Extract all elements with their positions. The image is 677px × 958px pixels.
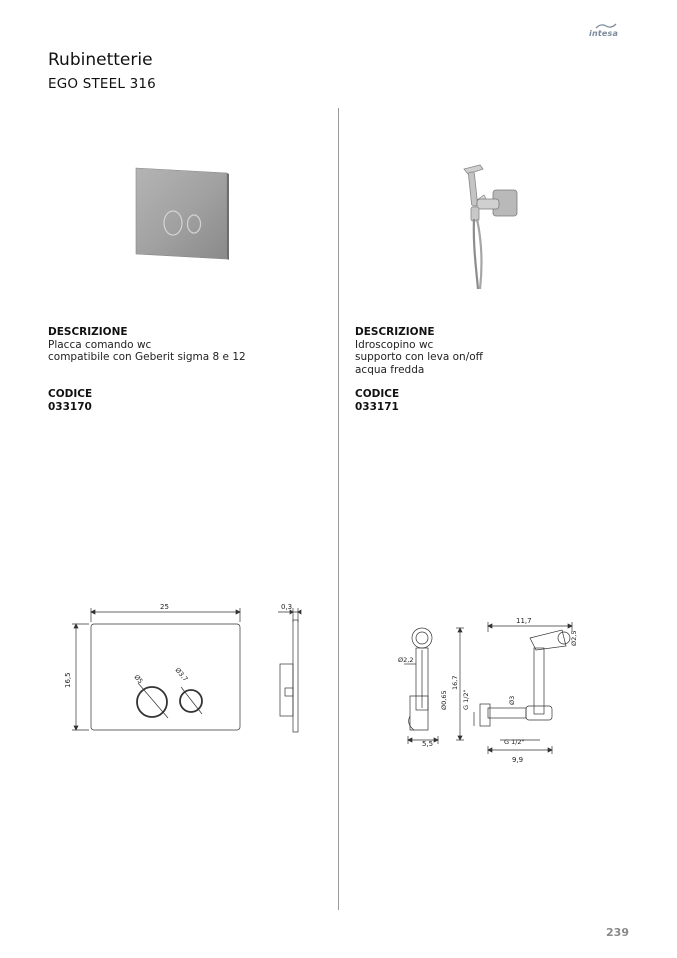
logo-text: intesa bbox=[589, 29, 619, 38]
product-2-code-label: CODICE bbox=[355, 388, 400, 400]
dim-height: 16,5 bbox=[64, 672, 72, 688]
product-2-code: 033171 bbox=[355, 401, 399, 413]
product-1-description-label: DESCRIZIONE bbox=[48, 326, 128, 338]
page-number: 239 bbox=[606, 926, 629, 939]
product-2-description-line-1: Idroscopino wc bbox=[355, 339, 434, 351]
dim-small-button: Ø3,7 bbox=[173, 666, 190, 684]
dim-base-width: 5,5 bbox=[422, 740, 434, 748]
flush-plate-image bbox=[130, 160, 235, 265]
product-1-description-line-2: compatibile con Geberit sigma 8 e 12 bbox=[48, 351, 246, 363]
dim-length: 16,7 bbox=[451, 675, 459, 690]
dim-pipe-diameter: Ø3 bbox=[508, 695, 516, 705]
product-2-description-line-3: acqua fredda bbox=[355, 364, 425, 376]
dim-depth: 0,3 bbox=[281, 603, 293, 611]
page-category-title: Rubinetterie bbox=[48, 50, 153, 70]
dim-head-diameter: Ø2,2 bbox=[398, 656, 414, 664]
product-2-description-label: DESCRIZIONE bbox=[355, 326, 435, 338]
flush-plate-technical-drawing bbox=[60, 600, 320, 750]
product-1-code-label: CODICE bbox=[48, 388, 93, 400]
dim-support-width: 11,7 bbox=[516, 617, 532, 625]
brand-logo bbox=[589, 22, 629, 38]
dim-big-button: Ø5 bbox=[132, 673, 145, 686]
bidet-shower-technical-drawing bbox=[380, 610, 590, 770]
dim-nozzle-diameter: Ø2,5 bbox=[570, 630, 578, 646]
dim-thread-vertical: G 1/2" bbox=[462, 689, 470, 710]
column-divider bbox=[338, 108, 339, 910]
dim-thread-horizontal: G 1/2" bbox=[504, 738, 525, 746]
product-1-code: 033170 bbox=[48, 401, 92, 413]
bidet-shower-image bbox=[450, 155, 530, 295]
product-line-title: EGO STEEL 316 bbox=[48, 76, 156, 92]
dim-hose-diameter: Ø0,65 bbox=[440, 690, 448, 710]
dim-width: 25 bbox=[160, 603, 169, 611]
product-1-description-line-1: Placca comando wc bbox=[48, 339, 152, 351]
product-2-description-line-2: supporto con leva on/off bbox=[355, 351, 483, 363]
dim-total-width: 9,9 bbox=[512, 756, 524, 764]
